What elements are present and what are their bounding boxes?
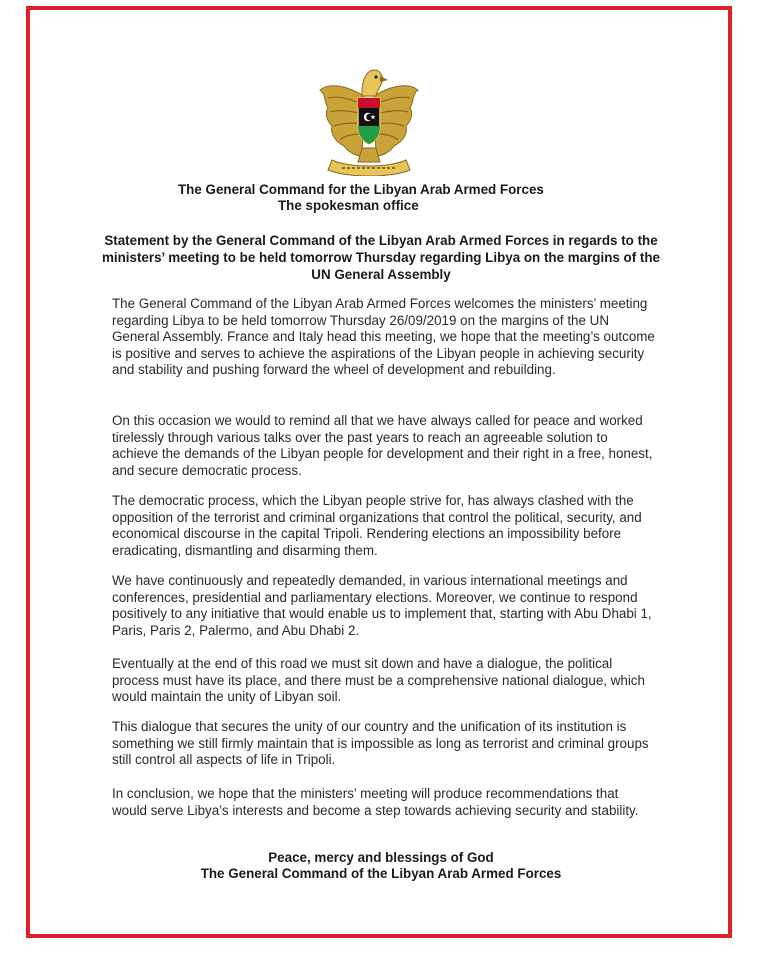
closing-greeting: Peace, mercy and blessings of God bbox=[268, 850, 494, 865]
command-heading: The General Command for the Libyan Arab Armed Forces bbox=[178, 182, 544, 197]
paragraph: On this occasion we would to remind all that we have always called for peace and worked tirelessly through various talks over the past years to reach an agreeable solution to achieve the demands of the Libyan people for development and their right in a free, honest, and secure democratic process. bbox=[112, 413, 653, 478]
paragraph: Eventually at the end of this road we must sit down and have a dialogue, the political process must have its place, and there must be a comprehensive national dialogue, which would maintain the unity of Libyan soil. bbox=[112, 656, 645, 705]
paragraph: This dialogue that secures the unity of our country and the unification of its institution is something we still firmly maintain that is impossible as long as terrorist and criminal groups still control all aspects of life in Tripoli. bbox=[112, 719, 649, 768]
hawk-emblem-icon bbox=[318, 64, 420, 176]
paragraph: We have continuously and repeatedly demanded, in various international meetings and conferences, presidential and parliamentary elections. Moreover, we continue to respond positively to any initiative that would enable us to implement that, starting with Abu Dhabi 1, Paris, Paris 2, Palermo, and Abu Dhabi 2. bbox=[112, 573, 652, 638]
paragraph: In conclusion, we hope that the ministers’ meeting will produce recommendations that would serve Libya’s interests and become a step towards achieving security and stability. bbox=[112, 786, 639, 818]
office-subheading: The spokesman office bbox=[278, 198, 419, 213]
statement-title: Statement by the General Command of the Libyan Arab Armed Forces in regards to the ministers’ meeting to be held tomorrow Thursday regarding Libya on the margins of the UN General Assembly bbox=[101, 233, 661, 282]
paragraph: The General Command of the Libyan Arab Armed Forces welcomes the ministers’ meeting regarding Libya to be held tomorrow Thursday 26/09/2019 on the margins of the UN General Assembly. France and Italy head this meeting, we hope that the meeting’s outcome is positive and serves to achieve the aspirations of the Libyan people in achieving security and stability and pushing forward the wheel of development and rebuilding. bbox=[112, 296, 655, 378]
closing-signature: The General Command of the Libyan Arab Armed Forces bbox=[200, 866, 562, 881]
paragraph: The democratic process, which the Libyan people strive for, has always clashed with the opposition of the terrorist and criminal organizations that control the political, security, and economical discourse in the capital Tripoli. Rendering elections an impossibility before eradicating, dismantling and disarming them. bbox=[112, 493, 642, 558]
